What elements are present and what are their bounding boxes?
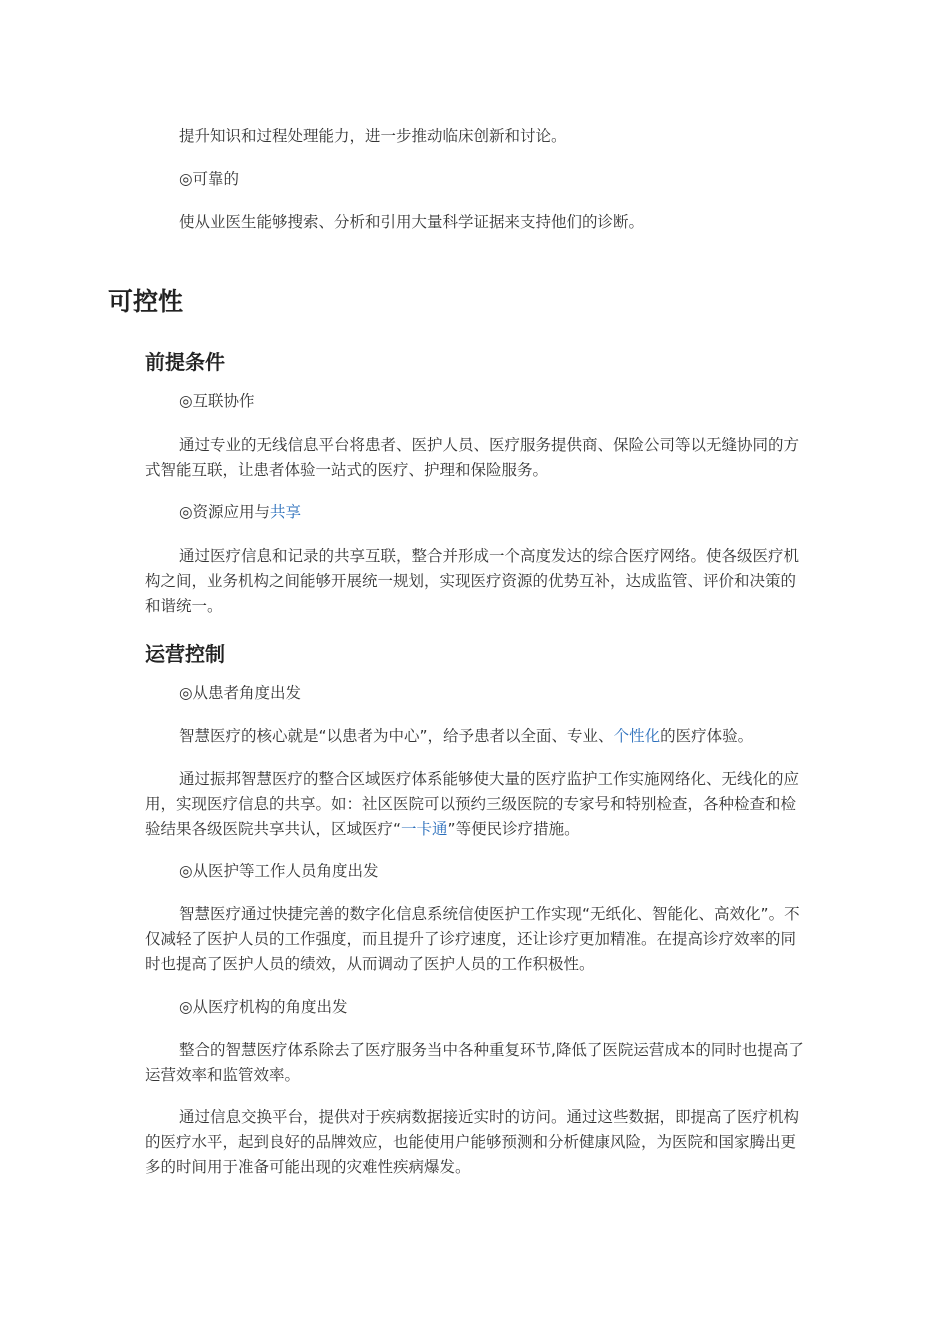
paragraph-zhenbang-end: ”等便民诊疗措施。 — [447, 820, 580, 838]
paragraph-staff: 智慧医疗通过快捷完善的数字化信息系统信使医护工作实现“无纸化、智能化、高效化”。不仅减轻了医护人员的工作强度，而且提升了诊疗速度，还让诊疗更加精准。在提高诊疗效率的同时也提高了医护人员的绩效，从而调动了医护人员的工作积极性。 — [145, 905, 800, 973]
bullet-staff-perspective: ◎从医护等工作人员角度出发 — [179, 862, 379, 880]
paragraph-resource: 通过医疗信息和记录的共享互联，整合并形成一个高度发达的综合医疗网络。使各级医疗机构之间，业务机构之间能够开展统一规划，实现医疗资源的优势互补，达成监管、评价和决策的和谐统一。 — [145, 547, 800, 615]
bullet-reliable: ◎可靠的 — [179, 170, 240, 188]
paragraph-intro: 提升知识和过程处理能力，进一步推动临床创新和讨论。 — [179, 127, 567, 145]
paragraph-core-text: 智慧医疗的核心就是“以患者为中心”，给予患者以全面、专业、 — [179, 727, 614, 745]
paragraph-interconnect: 通过专业的无线信息平台将患者、医护人员、医疗服务提供商、保险公司等以无缝协同的方式智能互联，让患者体验一站式的医疗、护理和保险服务。 — [145, 436, 800, 479]
link-sharing[interactable]: 共享 — [270, 503, 302, 521]
paragraph-zhenbang-text: 通过振邦智慧医疗的整合区域医疗体系能够使大量的医疗监护工作实施网络化、无线化的应用，实现医疗信息的共享。如：社区医院可以预约三级医院的专家号和特别检查，各种检查和检验结果各级医院共享共认，区域医疗“ — [145, 770, 800, 838]
bullet-institution-perspective: ◎从医疗机构的角度出发 — [179, 998, 348, 1016]
bullet-interconnect: ◎互联协作 — [179, 392, 255, 410]
heading-prerequisites: 前提条件 — [145, 350, 225, 374]
paragraph-zhenbang — [145, 767, 805, 842]
paragraph-core — [145, 724, 805, 749]
heading-operation-control: 运营控制 — [145, 642, 225, 666]
paragraph-core-end: 的医疗体验。 — [660, 727, 754, 745]
heading-controllability: 可控性 — [108, 287, 184, 316]
bullet-patient-perspective: ◎从患者角度出发 — [179, 684, 302, 702]
paragraph-reliable: 使从业医生能够搜索、分析和引用大量科学证据来支持他们的诊断。 — [179, 213, 645, 231]
paragraph-exchange: 通过信息交换平台，提供对于疾病数据接近实时的访问。通过这些数据，即提高了医疗机构的医疗水平，起到良好的品牌效应，也能使用户能够预测和分析健康风险，为医院和国家腾出更多的时间用于准备可能出现的灾难性疾病爆发。 — [145, 1108, 800, 1176]
link-one-card[interactable]: 一卡通 — [401, 820, 448, 838]
paragraph-institution: 整合的智慧医疗体系除去了医疗服务当中各种重复环节,降低了医院运营成本的同时也提高了运营效率和监管效率。 — [145, 1041, 804, 1084]
link-personalization[interactable]: 个性化 — [613, 727, 661, 745]
bullet-resource-text: ◎资源应用与 — [179, 503, 271, 521]
bullet-resource-sharing — [179, 500, 301, 525]
